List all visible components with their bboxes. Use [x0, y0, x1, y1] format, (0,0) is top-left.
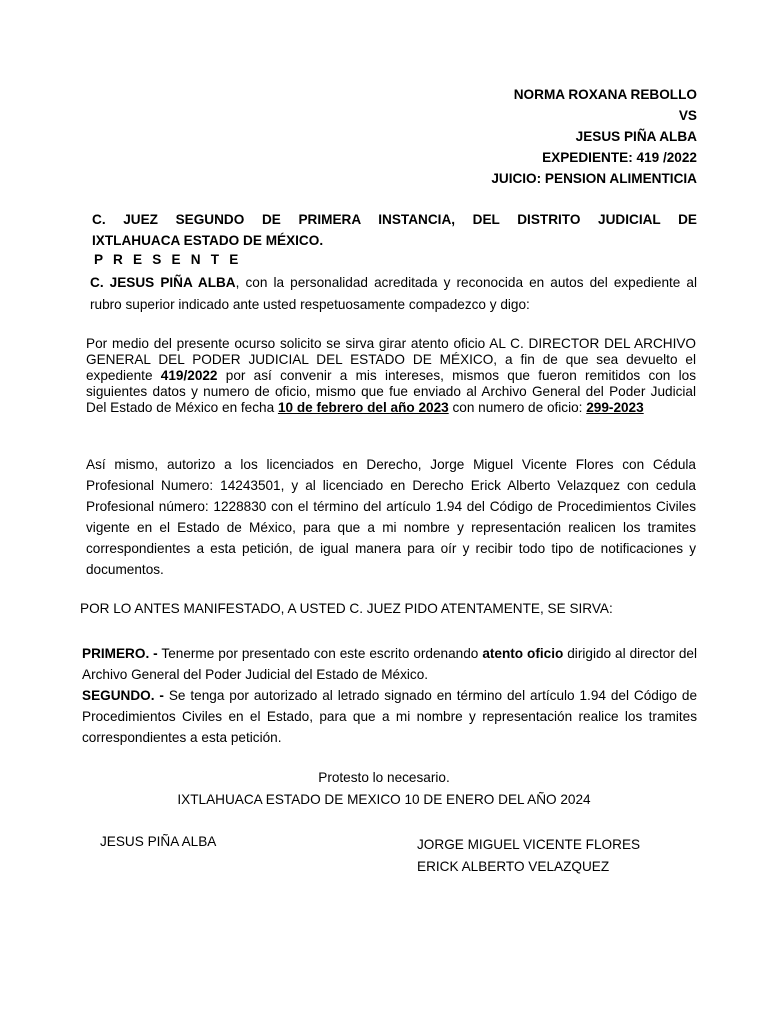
signature-left: JESUS PIÑA ALBA — [100, 834, 217, 849]
header-defendant: JESUS PIÑA ALBA — [575, 129, 697, 144]
primero-part-1: Tenerme por presentado con este escrito ordenando — [157, 646, 483, 661]
segundo-text: Se tenga por autorizado al letrado signado en término del artículo 1.94 del Código de Procedimientos Civiles en el Estado, para que a mi nombre y representación realice los tramites correspondientes a esta petición. — [82, 688, 698, 745]
header-juicio: JUICIO: PENSION ALIMENTICIA — [491, 171, 697, 186]
header-expediente: EXPEDIENTE: 419 /2022 — [542, 150, 697, 165]
signature-right-1: JORGE MIGUEL VICENTE FLORES — [417, 837, 641, 852]
intro-text: , con la personalidad acreditada y reconocida en autos del expediente al rubro superior indicado ante usted respetuosamente compadezco y digo: — [90, 275, 697, 312]
primero-label: PRIMERO. - — [82, 646, 158, 661]
request-oficio: 299-2023 — [586, 400, 644, 415]
intro-name: C. JESUS PIÑA ALBA — [90, 275, 236, 290]
closing-place-date: IXTLAHUACA ESTADO DE MEXICO 10 DE ENERO DEL AÑO 2024 — [177, 792, 591, 807]
primero-paragraph — [82, 643, 697, 685]
closing-protesto: Protesto lo necesario. — [318, 770, 450, 785]
segundo-label: SEGUNDO. - — [82, 688, 164, 703]
intro-paragraph — [90, 272, 697, 316]
request-part-1: Por medio del presente ocurso solicito se sirva girar atento oficio AL C. DIRECTOR DEL ARCHIVO GENERAL DEL PODER JUDICIAL DEL ESTADO DE MÉXICO, a fin de que sea devuelto el expediente — [86, 336, 696, 383]
signature-right-block — [417, 834, 640, 878]
petition-heading: POR LO ANTES MANIFESTADO, A USTED C. JUEZ PIDO ATENTAMENTE, SE SIRVA: — [80, 601, 613, 616]
header-vs: VS — [678, 108, 697, 123]
request-fecha: 10 de febrero del año 2023 — [277, 400, 449, 415]
addressee-block — [92, 209, 697, 251]
authorization-paragraph: Así mismo, autorizo a los licenciados en Derecho, Jorge Miguel Vicente Flores con Cédula Profesional Numero: 14243501, y al licenciado en Derecho Erick Alberto Velazquez con cedula Profesional número: 1228830 con el término del artículo 1.94 del Código de Procedimientos Civiles vigente en el Estado de México, para que a mi nombre y representación realicen los tramites correspondientes a esta petición, de igual manera para oír y recibir todo tipo de notificaciones y documentos. — [86, 457, 696, 577]
header-plaintiff: NORMA ROXANA REBOLLO — [513, 87, 697, 102]
request-part-2: por así convenir a mis intereses, mismos que fueron remitidos con los siguientes datos y numero de oficio, mismo que fue enviado al Archivo General del Poder Judicial Del Estado de México en fecha — [86, 368, 697, 415]
request-paragraph — [86, 336, 696, 416]
case-header — [491, 84, 697, 189]
request-part-3: con numero de oficio: — [448, 400, 587, 415]
primero-part-2: dirigido al director del Archivo General del Poder Judicial del Estado de México. — [82, 646, 697, 682]
addressee-line-1: C. JUEZ SEGUNDO DE PRIMERA INSTANCIA, DEL DISTRITO JUDICIAL DE — [92, 212, 697, 227]
request-expediente: 419/2022 — [160, 368, 218, 383]
presente-heading: P R E S E N T E — [94, 252, 242, 267]
signature-right-2: ERICK ALBERTO VELAZQUEZ — [417, 859, 610, 874]
segundo-paragraph — [82, 685, 697, 748]
primero-bold: atento oficio — [482, 646, 564, 661]
addressee-line-2: IXTLAHUACA ESTADO DE MÉXICO. — [92, 233, 324, 248]
